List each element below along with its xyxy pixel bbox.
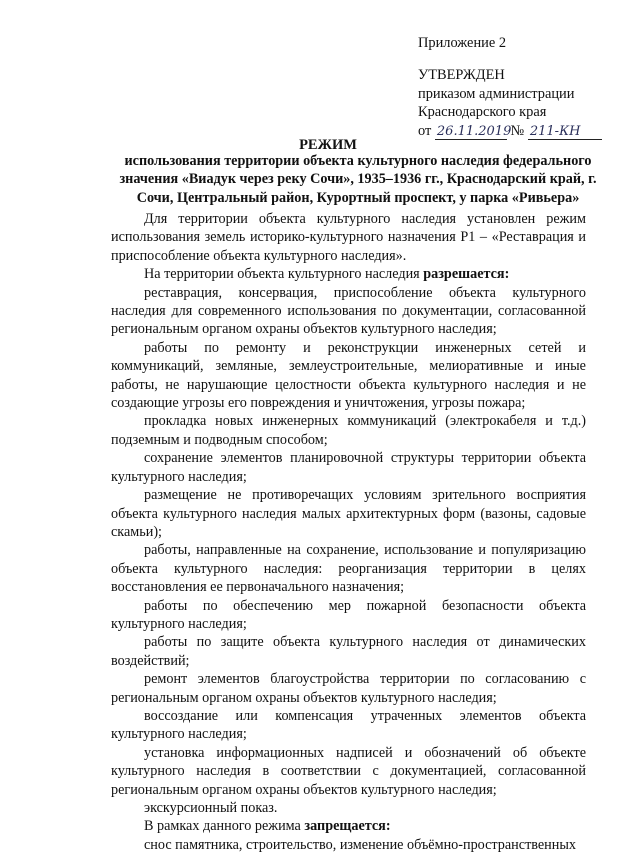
handwritten-date: 26.11.2019: [436, 123, 512, 139]
approval-block: [418, 34, 628, 140]
prohibited-lead: В рамках данного режима: [144, 818, 305, 835]
allowed-item: сохранение элементов планировочной структуры территории объекта культурного наследия;: [111, 450, 586, 485]
document-subtitle: использования территории объекта культурного наследия федерального значения «Виадук через реку Сочи», 1935–1936 гг., Краснодарский край, г. Сочи, Центральный район, Курортный проспект, у парка «Ривьера»: [119, 153, 597, 206]
allowed-lead: На территории объекта культурного наследия: [144, 266, 424, 283]
prohibited-heading: [111, 817, 586, 835]
prohibited-label: запрещается:: [304, 818, 391, 835]
allowed-item: экскурсионный показ.: [144, 800, 278, 816]
number-prefix: №: [510, 122, 525, 139]
approved-label: УТВЕРЖДЕН: [418, 67, 505, 84]
intro-paragraph: Для территории объекта культурного наследия установлен режим использования земель историко-культурного назначения Р1 – «Реставрация и приспособление объекта культурного наследия».: [111, 211, 586, 264]
spacer: [418, 52, 628, 66]
date-prefix: от: [418, 122, 432, 139]
allowed-item: работы, направленные на сохранение, использование и популяризацию объекта культурного наследия: реорганизация территории в целях восстановления ее первоначального назначения;: [111, 542, 586, 596]
allowed-label: разрешается:: [423, 266, 510, 283]
allowed-item: работы по ремонту и реконструкции инженерных сетей и коммуникаций, земляные, землеустроительные, мелиоративные и иные работы, не нарушающие целостности объекта культурного наследия и не создающие угрозы его повреждения и уничтожения, угрозы пожара;: [111, 339, 586, 412]
allowed-item: работы по защите объекта культурного наследия от динамических воздействий;: [111, 634, 586, 669]
appendix-label: Приложение 2: [418, 35, 507, 51]
prohibited-item: снос памятника, строительство, изменение объёмно-пространственных: [144, 836, 576, 853]
handwritten-number: 211-КН: [528, 124, 602, 140]
order-line-1: приказом администрации: [418, 85, 575, 102]
allowed-item: прокладка новых инженерных коммуникаций (электрокабеля и т.д.) подземным и подводным способом;: [111, 413, 586, 448]
document-title: РЕЖИМ: [299, 137, 357, 153]
allowed-item: ремонт элементов благоустройства территории по согласованию с региональным органом охраны объектов культурного наследия;: [111, 671, 586, 706]
allowed-item: установка информационных надписей и обозначений об объекте культурного наследия в соответствии с документацией, согласованной региональным органом охраны объектов культурного наследия;: [111, 744, 586, 798]
allowed-heading: [111, 265, 586, 283]
allowed-item: размещение не противоречащих условиям зрительного восприятия объекта культурного наследия малых архитектурных форм (вазоны, садовые скамьи);: [111, 487, 586, 540]
order-line-2: Краснодарского края: [418, 104, 547, 121]
allowed-item: воссоздание или компенсация утраченных элементов объекта культурного наследия;: [111, 707, 586, 743]
document-body: [111, 210, 586, 854]
allowed-item: работы по обеспечению мер пожарной безопасности объекта культурного наследия;: [111, 597, 586, 632]
allowed-item: реставрация, консервация, приспособление объекта культурного наследия для современного использования по документации, согласованной региональным органом охраны объектов культурного наследия;: [111, 284, 586, 338]
